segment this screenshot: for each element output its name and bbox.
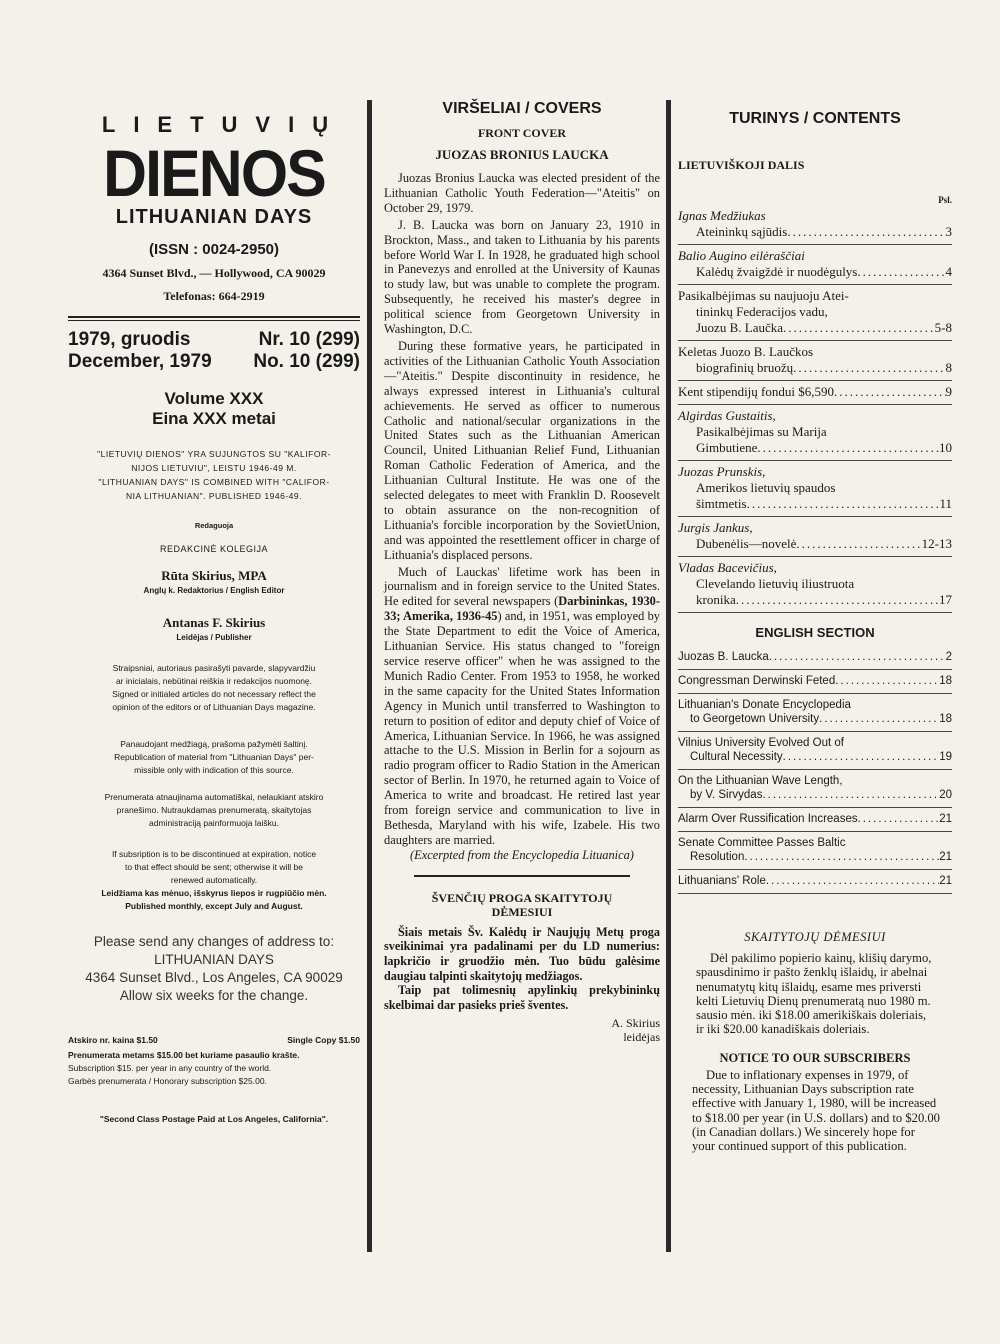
leader-dots: [769, 650, 946, 664]
address-change: [68, 933, 360, 1005]
leader-dots: [796, 536, 921, 552]
contents-item[interactable]: [678, 461, 952, 517]
item-text: Keletas Juozo B. Laučkos: [678, 344, 814, 359]
en-section-heading: ENGLISH SECTION: [755, 625, 875, 640]
cover-subject: JUOZAS BRONIUS LAUCKA: [435, 147, 609, 162]
source-line: Panaudojant medžiagą, prašoma pažymėti šaltinį.: [120, 739, 308, 749]
leader-dots: [744, 850, 939, 864]
lt-section-heading: LIETUVIŠKOJI DALIS: [678, 158, 805, 172]
holiday-paragraph: Šiais metais Šv. Kalėdų ir Naujųjų Metų proga sveikinimai yra padalinami per du LD numerius: lapkričio ir gruodžio mėn. Tuo būdu galėsime daugiau talpinti skaitytojų medžiagos.: [384, 924, 660, 983]
column-rule-right: [666, 100, 671, 1252]
contents-heading: TURINYS / CONTENTS: [729, 110, 901, 127]
leader-dots: [783, 320, 935, 336]
item-page: 17: [939, 592, 952, 607]
item-title: Juozas B. Laucka: [678, 651, 769, 663]
leader-dots: [819, 712, 939, 726]
price-line: Garbės prenumerata / Honorary subscription $25.00.: [68, 1076, 267, 1086]
item-title: Kalėdų žvaigždė ir nuodėgulys: [696, 264, 858, 279]
source-note: [68, 738, 360, 777]
english-contents-item[interactable]: [678, 832, 952, 870]
item-text: Pasikalbėjimas su Marija: [696, 424, 827, 439]
disclaimer-line: Signed or initialed articles do not necessary reflect the: [112, 689, 316, 699]
leader-dots: [736, 592, 939, 608]
subscribers-notice-heading: NOTICE TO OUR SUBSCRIBERS: [719, 1050, 911, 1065]
leader-dots: [858, 812, 940, 826]
discontinue-line: renewed automatically.: [170, 875, 258, 885]
item-page: 4: [945, 264, 952, 279]
disclaimer: [68, 662, 360, 714]
contents-item[interactable]: [678, 341, 952, 381]
item-page: 21: [939, 851, 952, 863]
item-line: [678, 874, 952, 888]
item-page: 2: [945, 651, 952, 663]
price-row: [68, 1035, 360, 1045]
item-line: [678, 360, 952, 376]
holiday-paragraph: Taip pat tolimesnių apylinkių prekybininkų skelbimai dar pasieks prieš šventes.: [384, 983, 660, 1012]
readers-notice-text: Dėl pakilimo popierio kainų, klišių darymo, spausdinimo ir pašto ženklų išlaidų, ir abelnai nenumatytų kitų išlaidų, esame mes priversti kelti Lietuvių Dienų prenumeratą nuo 1980 m. sausio mėn. iki $18.00 amerikiškais doleriais, ir iki $20.00 kanadiškais doleriais.: [696, 951, 932, 1037]
contents-item[interactable]: [678, 245, 952, 285]
contents-item[interactable]: [678, 405, 952, 461]
publisher-name: Antanas F. Skirius: [162, 615, 266, 630]
change-line: LITHUANIAN DAYS: [154, 952, 274, 967]
english-contents-item[interactable]: [678, 770, 952, 808]
item-page: 21: [939, 813, 952, 825]
leader-dots: [835, 674, 939, 688]
single-price-lt: Atskiro nr. kaina $1.50: [68, 1035, 158, 1045]
item-title: Gimbutiene: [696, 440, 758, 455]
masthead-top: LIETUVIŲ: [101, 112, 347, 137]
item-page: 20: [939, 789, 952, 801]
item-text: Senate Committee Passes Baltic: [678, 837, 846, 849]
item-page: 3: [945, 224, 952, 239]
item-line: [678, 812, 952, 826]
newspaper-names: Darbininkas, 1930-33; Amerika, 1936-45: [384, 594, 660, 624]
item-line: [678, 536, 952, 552]
english-contents-item[interactable]: [678, 870, 952, 894]
signature: [384, 1016, 660, 1044]
item-title: Resolution: [690, 851, 745, 863]
source-line: missible only with indication of this source.: [134, 765, 294, 775]
leader-dots: [747, 496, 940, 512]
price-line: Subscription $15. per year in any country of the world.: [68, 1063, 272, 1073]
item-page: 18: [939, 713, 952, 725]
change-line: 4364 Sunset Blvd., Los Angeles, CA 90029: [85, 970, 343, 985]
renew-line: administraciją painformuoja laišku.: [149, 818, 279, 828]
disclaimer-line: ar inicialais, nebūtinai reiškia ir redakcijos nuomonę.: [115, 676, 313, 686]
signature-role: leidėjas: [623, 1030, 660, 1045]
leader-dots: [762, 788, 939, 802]
discontinue-line: Leidžiama kas mėnuo, išskyrus liepos ir rugpiūčio mėn.: [101, 888, 327, 898]
item-author: Balio Augino eilėraščiai: [678, 248, 805, 263]
contents-item[interactable]: [678, 557, 952, 613]
redaguoja: Redaguoja: [194, 521, 234, 530]
leader-dots: [783, 750, 940, 764]
paragraph-text: ) and, in 1951, was employed by the State Department to edit the Voice of America, Lithuanian Service. His status changed to "foreign service reserve officer" when he was assigned to the Munich Radio Center. From 1953 to 1958, he worked in the same capacity for the United States Information Agency in Munich until transferred to Washington to return to position of editor and deputy chief of Voice of America, Lithuanian Service. In 1966, he was assigned attache to the U.S. Mission in Berlin for a sojourn as radio program officer to Radio Station in the American sector of Berlin. In 1970, he returned again to Voice of America to write and broadcast. He retired last year from foreign service and communication to live in Bethesda, Maryland with his wife, Izabele. His two daughters are married.: [384, 609, 660, 847]
masthead-column: [68, 112, 360, 1124]
divider: [68, 316, 360, 318]
cover-paragraph: [384, 565, 660, 848]
cover-paragraph: During these formative years, he participated in activities of the Lithuanian Catholic Youth Association—"Ateitis." Despite discontinuity in residence, he always expressed interest in Lithuania's cultural achievements. He served as officer to numerous Catholic and national/secular organizations in the United States such as the Lithuanian American Council, United Lithuanian Relief Fund, Lithuanian Roman Catholic Federation of America, and the Lithuanian Cultural Institute. He was one of the selected delegates to meet with Franklin D. Roosevelt to obtain assurance on the non-recognition of Lithuania's forcible incorporation by the SovietUnion, and was appointed the resettlement officer in charge of Lithuania's displaced persons.: [384, 338, 660, 562]
english-contents-list: [678, 646, 952, 894]
item-page: 5-8: [934, 320, 952, 335]
source-line: Republication of material from "Lithuanian Days" per-: [114, 752, 314, 762]
item-text: Pasikalbėjimas su naujuoju Atei-: [678, 288, 849, 303]
leader-dots: [834, 384, 946, 400]
discontinue-note: [68, 848, 360, 913]
editor-role: Anglų k. Redaktorius / English Editor: [143, 586, 285, 595]
issue-date-en: December, 1979: [68, 351, 212, 372]
leader-dots: [793, 360, 945, 376]
disclaimer-line: opinion of the editors or of Lithuanian Days magazine.: [112, 702, 316, 712]
note-line: NIJOS LIETUVIU", LEISTU 1946-49 M.: [131, 463, 297, 473]
contents-item[interactable]: [678, 381, 952, 405]
editor-name: Rūta Skirius, MPA: [161, 568, 267, 583]
item-title: to Georgetown University: [690, 713, 820, 725]
note-line: "LIETUVIŲ DIENOS" YRA SUJUNGTOS SU "KALIFOR-: [97, 449, 331, 459]
divider: [68, 320, 360, 321]
issn: (ISSN : 0024-2950): [148, 241, 280, 258]
discontinue-line: Published monthly, except July and August.: [125, 901, 303, 911]
item-author: Ignas Medžiukas: [678, 208, 766, 223]
item-page: 9: [945, 384, 952, 399]
renew-line: pranešimo. Nutraukdamas prenumeratą, skaitytojas: [116, 805, 312, 815]
subscribers-notice-text: Due to inflationary expenses in 1979, of necessity, Lithuanian Days subscription rate effective with January 1, 1980, will be increased to $18.00 per year (in U.S. dollars) and to $20.00 (in Canadian dollars.) We sincerely hope for your continued support of this publication.: [692, 1067, 940, 1154]
item-page: 18: [939, 675, 952, 687]
item-line: [678, 496, 952, 512]
item-page: 12-13: [921, 536, 952, 551]
cover-paragraph: Juozas Bronius Laucka was elected president of the Lithuanian Catholic Youth Federation—"Ateitis" on October 29, 1979.: [384, 171, 660, 215]
leader-dots: [757, 440, 939, 456]
item-author: Algirdas Gustaitis,: [678, 408, 776, 423]
phone: Telefonas: 664-2919: [163, 289, 265, 303]
leader-dots: [766, 874, 939, 888]
masthead-subtitle: LITHUANIAN DAYS: [115, 206, 313, 228]
renew-line: Prenumerata atnaujinama automatiškai, nelaukiant atskiro: [104, 792, 324, 802]
column-rule-left: [367, 100, 372, 1252]
publisher-role: Leidėjas / Publisher: [176, 633, 252, 642]
item-title: Ateininkų sąjūdis: [696, 224, 788, 239]
holiday-title-line: ŠVENČIŲ PROGA SKAITYTOJŲ: [431, 890, 613, 905]
item-line: [678, 674, 952, 688]
item-title: Lithuanians' Role: [678, 875, 766, 887]
disclaimer-line: Straipsniai, autoriaus pasirašyti pavarde, slapyvardžiu: [112, 663, 316, 673]
item-title: Cultural Necessity: [690, 751, 783, 763]
item-line: [678, 788, 952, 802]
item-title: šimtmetis: [696, 496, 747, 511]
editorial-board: REDAKCINĖ KOLEGIJA: [159, 544, 269, 554]
change-line: Please send any changes of address to:: [93, 934, 335, 949]
item-text: Lithuanian's Donate Encyclopedia: [678, 699, 851, 711]
item-page: 19: [939, 751, 952, 763]
holiday-title: [384, 891, 660, 919]
item-text: Vilnius University Evolved Out of: [678, 737, 844, 749]
address: 4364 Sunset Blvd., — Hollywood, CA 90029: [102, 266, 326, 280]
item-title: kronika: [696, 592, 736, 607]
item-line: [678, 264, 952, 280]
item-title: Dubenėlis—novelė: [696, 536, 797, 551]
item-line: [678, 712, 952, 726]
issue-number-lt: Nr. 10 (299): [258, 329, 360, 350]
item-line: [678, 592, 952, 608]
item-page: 8: [945, 360, 952, 375]
volume-lt: Eina XXX metai: [152, 409, 276, 428]
item-title: Alarm Over Russification Increases: [678, 813, 858, 825]
item-text: Amerikos lietuvių spaudos: [696, 480, 836, 495]
english-contents-item[interactable]: [678, 732, 952, 770]
discontinue-line: to that effect should be sent; otherwise it will be: [125, 862, 303, 872]
item-title: Juozu B. Laučka: [696, 320, 784, 335]
page-column-label: Psl.: [938, 195, 952, 205]
holiday-title-line: DĖMESIUI: [491, 904, 553, 919]
item-text: Clevelando lietuvių iliustruota: [696, 576, 855, 591]
item-line: [678, 384, 952, 400]
contents-item[interactable]: [678, 517, 952, 557]
signature-name: A. Skirius: [611, 1016, 660, 1031]
masthead-title: DIENOS: [103, 136, 325, 210]
item-title: Congressman Derwinski Feted: [678, 675, 836, 687]
contents-list: [678, 205, 952, 613]
volume-en: Volume XXX: [164, 389, 264, 408]
paragraph-text: Much of Lauckas' lifetime work has been in journalism and in foreign service to the United States. He edited for several newspapers (: [384, 564, 660, 609]
leader-dots: [857, 264, 945, 280]
covers-heading: VIRŠELIAI / COVERS: [442, 100, 602, 117]
contents-column: [678, 110, 952, 1154]
item-page: 11: [939, 496, 952, 511]
divider: [414, 875, 630, 877]
item-author: Jurgis Jankus,: [678, 520, 753, 535]
item-author: Juozas Prunskis,: [678, 464, 766, 479]
english-contents-item[interactable]: [678, 694, 952, 732]
note-line: "LITHUANIAN DAYS" IS COMBINED WITH "CALIFOR-: [98, 477, 330, 487]
readers-notice-heading: SKAITYTOJŲ DĖMESIUI: [744, 930, 886, 944]
combined-note: [68, 447, 360, 503]
issue-info: [68, 329, 360, 373]
item-page: 21: [939, 875, 952, 887]
cover-source: (Excerpted from the Encyclopedia Lituanica): [410, 847, 634, 862]
single-price-en: Single Copy $1.50: [287, 1035, 360, 1045]
price-lines: [68, 1049, 360, 1088]
item-line: [678, 440, 952, 456]
leader-dots: [787, 224, 945, 240]
item-line: [678, 750, 952, 764]
item-line: [678, 650, 952, 664]
price-line: Prenumerata metams $15.00 bet kuriame pasaulio krašte.: [68, 1050, 300, 1060]
issue-date-lt: 1979, gruodis: [68, 329, 191, 350]
english-contents-item[interactable]: [678, 808, 952, 832]
issue-number-en: No. 10 (299): [253, 351, 360, 372]
english-contents-item[interactable]: [678, 646, 952, 670]
item-text: On the Lithuanian Wave Length,: [678, 775, 843, 787]
item-author: Vladas Bacevičius,: [678, 560, 777, 575]
renew-note: [68, 791, 360, 830]
front-cover-label: FRONT COVER: [477, 126, 567, 140]
cover-paragraph: J. B. Laucka was born on January 23, 1910 in Brockton, Mass., and taken to Lithuania by his parents before World War I. In 1928, he graduated high school in Panevezys and enrolled at the University of Kaunas to study law, but was unable to complete the program. Subsequently, he received his master's degree in political science from Georgetown University in Washington, D.C.: [384, 217, 660, 337]
item-page: 10: [939, 440, 952, 455]
change-line: Allow six weeks for the change.: [119, 988, 309, 1003]
discontinue-line: If subsription is to be discontinued at expiration, notice: [111, 849, 317, 859]
postage-note: "Second Class Postage Paid at Los Angeles, California".: [99, 1114, 329, 1124]
item-line: [678, 224, 952, 240]
item-title: Kent stipendijų fondui $6,590: [678, 384, 834, 399]
item-text: tininkų Federacijos vadu,: [696, 304, 828, 319]
covers-column: [384, 100, 660, 1044]
item-line: [678, 320, 952, 336]
item-title: biografinių bruožų: [696, 360, 794, 375]
note-line: NIA LITHUANIAN". PUBLISHED 1946-49.: [126, 491, 302, 501]
english-contents-item[interactable]: [678, 670, 952, 694]
item-title: by V. Sirvydas: [690, 789, 763, 801]
contents-item[interactable]: [678, 205, 952, 245]
contents-item[interactable]: [678, 285, 952, 341]
item-line: [678, 850, 952, 864]
